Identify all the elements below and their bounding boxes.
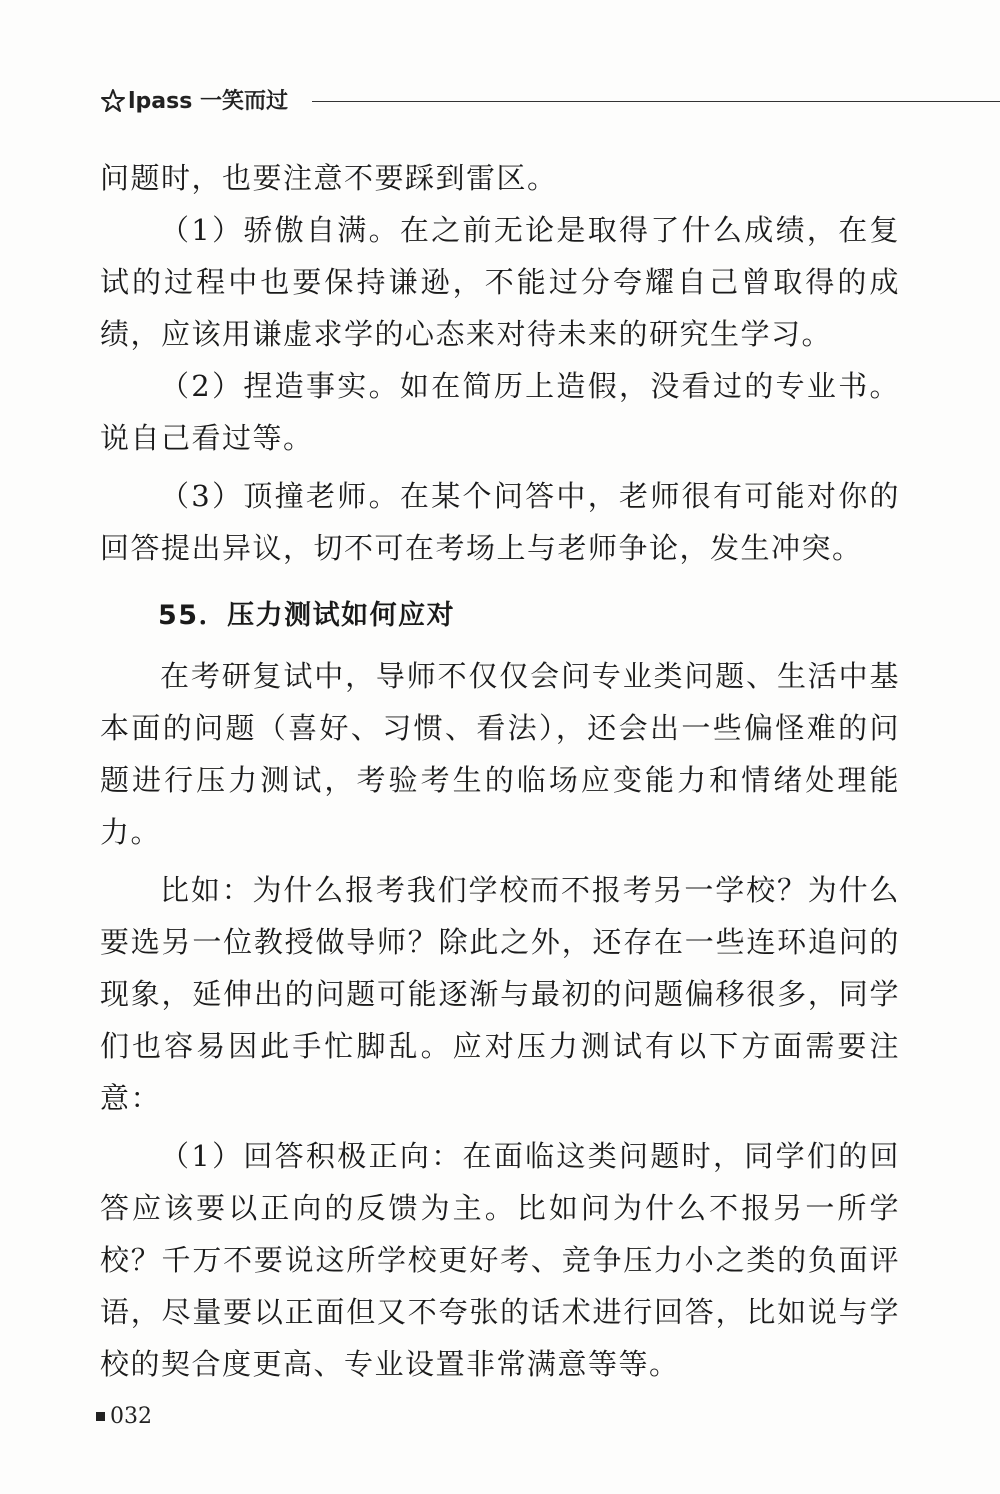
page-footer <box>96 1404 152 1429</box>
header-rule <box>312 101 1000 102</box>
header-brand <box>100 84 288 115</box>
paragraph: （1）骄傲自满。在之前无论是取得了什么成绩，在复试的过程中也要保持谦逊，不能过分夸耀自己曾取得的成绩，应该用谦虚求学的心态来对待未来的研究生学习。 <box>100 213 900 351</box>
running-header <box>100 84 1000 120</box>
paragraph: 比如：为什么报考我们学校而不报考另一学校？为什么要选另一位教授做导师？除此之外，还存在一些连环追问的现象，延伸出的问题可能逐渐与最初的问题偏移很多，同学们也容易因此手忙脚乱。应对压力测试有以下方面需要注意： <box>100 873 900 1115</box>
section-heading: 55．压力测试如何应对 <box>158 600 456 631</box>
paragraph: （1）回答积极正向：在面临这类问题时，同学们的回答应该要以正向的反馈为主。比如问为什么不报另一所学校？千万不要说这所学校更好考、竞争压力小之类的负面评语，尽量要以正面但又不夸张的话术进行回答，比如说与学校的契合度更高、专业设置非常满意等等。 <box>100 1139 900 1381</box>
header-brand-text: lpass 一笑而过 <box>128 89 288 114</box>
body-text <box>100 152 900 1390</box>
paragraph: 问题时，也要注意不要踩到雷区。 <box>100 161 558 195</box>
star-icon <box>100 87 126 113</box>
paragraph: 在考研复试中，导师不仅仅会问专业类问题、生活中基本面的问题（喜好、习惯、看法），还会出一些偏怪难的问题进行压力测试，考验考生的临场应变能力和情绪处理能力。 <box>100 659 900 849</box>
paragraph: （3）顶撞老师。在某个问答中，老师很有可能对你的回答提出异议，切不可在考场上与老师争论，发生冲突。 <box>100 479 900 565</box>
page-number: 032 <box>110 1404 152 1429</box>
paragraph: （2）捏造事实。如在简历上造假，没看过的专业书。说自己看过等。 <box>100 369 900 455</box>
square-bullet-icon <box>96 1412 105 1421</box>
